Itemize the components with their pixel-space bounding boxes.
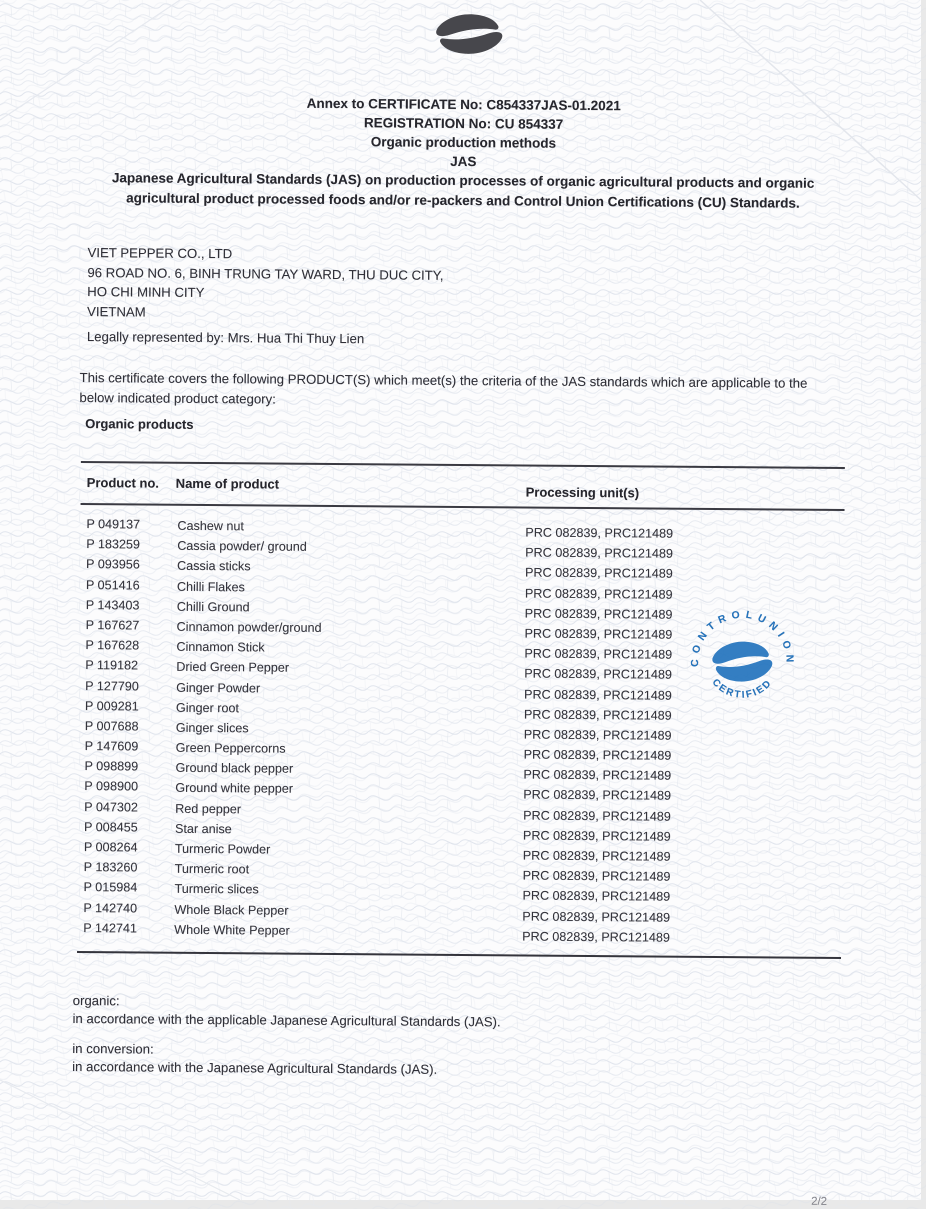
product-no-cell: P 051416 <box>85 577 140 593</box>
processing-units-cell: PRC 082839, PRC121489 <box>522 888 671 905</box>
company-address-line2: HO CHI MINH CITY <box>87 284 205 300</box>
processing-units-cell: PRC 082839, PRC121489 <box>524 606 673 622</box>
product-name-cell: Turmeric Powder <box>174 841 271 857</box>
product-no-cell: P 167628 <box>85 638 140 653</box>
product-name-cell: Ginger root <box>175 700 240 715</box>
organic-label: organic: <box>72 992 120 1009</box>
processing-units-cell: PRC 082839, PRC121489 <box>524 586 673 602</box>
processing-units-cell: PRC 082839, PRC121489 <box>523 727 672 743</box>
in-conversion-label: in conversion: <box>72 1040 154 1057</box>
company-address-line1: 96 ROAD NO. 6, BINH TRUNG TAY WARD, THU DUC CITY, <box>87 264 444 283</box>
product-no-cell: P 015984 <box>83 880 138 895</box>
product-name-cell: Red pepper <box>175 801 242 816</box>
processing-units-cell: PRC 082839, PRC121489 <box>522 868 671 884</box>
production-method: Organic production methods <box>370 134 557 151</box>
processing-units-cell: PRC 082839, PRC121489 <box>522 909 671 925</box>
registration-no: REGISTRATION No: CU 854337 <box>363 115 564 132</box>
product-name-cell: Ground white pepper <box>175 781 294 797</box>
product-no-cell: P 093956 <box>86 557 140 572</box>
in-conversion-definition: in accordance with the Japanese Agricultural Standards (JAS). <box>72 1058 438 1077</box>
product-no-cell: P 007688 <box>84 718 139 734</box>
control-union-certified-stamp <box>683 603 802 722</box>
product-no-cell: P 167627 <box>85 617 140 633</box>
processing-units-cell: PRC 082839, PRC121489 <box>525 545 673 561</box>
product-name-cell: Turmeric slices <box>174 882 259 897</box>
table-header <box>81 463 845 511</box>
product-name-cell: Cashew nut <box>177 518 244 534</box>
annex-title: Annex to CERTIFICATE No: C854337JAS-01.2021 <box>306 95 621 114</box>
product-no-cell: P 143403 <box>85 597 140 613</box>
product-name-cell: Cinnamon powder/ground <box>176 619 322 635</box>
stamp-bottom-text: CERTIFIED <box>709 676 775 701</box>
company-country: VIETNAM <box>87 303 146 320</box>
product-name-cell: Turmeric root <box>174 861 250 877</box>
processing-units-cell: PRC 082839, PRC121489 <box>523 707 672 723</box>
product-name-cell: Cassia powder/ ground <box>177 538 307 554</box>
product-name-cell: Whole Black Pepper <box>174 902 289 918</box>
stamp-top-text: CONTROLUNION <box>689 609 795 668</box>
processing-units-cell: PRC 082839, PRC121489 <box>522 828 671 844</box>
product-name-cell: Cinnamon Stick <box>176 639 265 655</box>
processing-units-cell: PRC 082839, PRC121489 <box>523 747 672 763</box>
processing-units-cell: PRC 082839, PRC121489 <box>522 929 670 945</box>
processing-units-cell: PRC 082839, PRC121489 <box>524 687 672 703</box>
processing-units-cell: PRC 082839, PRC121489 <box>524 626 673 642</box>
product-name-cell: Ground black pepper <box>175 761 294 776</box>
standards-description: Japanese Agricultural Standards (JAS) on production processes of organic agricultural products and organic agricultural product processed foods and/or re-packers and Control Union Certifications (CU) Standards. <box>111 170 815 211</box>
processing-units-cell: PRC 082839, PRC121489 <box>525 525 674 541</box>
footnotes <box>72 992 501 1078</box>
product-name-cell: Dried Green Pepper <box>176 660 290 675</box>
column-header-product-no: Product no. <box>86 475 159 491</box>
product-name-cell: Green Peppercorns <box>175 740 286 756</box>
product-no-cell: P 183260 <box>83 860 138 875</box>
company-block <box>87 243 444 349</box>
svg-text:CONTROLUNION <box>690 609 795 668</box>
company-name: VIET PEPPER CO., LTD <box>87 245 233 262</box>
processing-units-cell: PRC 082839, PRC121489 <box>524 646 673 662</box>
product-name-cell: Whole White Pepper <box>174 922 290 938</box>
product-no-cell: P 047302 <box>84 799 138 815</box>
page-number: 2/2 <box>811 1195 828 1208</box>
organic-definition: in accordance with the applicable Japanese Agricultural Standards (JAS). <box>72 1010 501 1029</box>
legal-representative: Legally represented by: Mrs. Hua Thi Thuy Lien <box>86 329 365 347</box>
product-name-cell: Chilli Flakes <box>176 579 245 594</box>
product-name-cell: Star anise <box>174 821 232 837</box>
product-name-cell: Chilli Ground <box>176 599 250 615</box>
control-union-logo-icon <box>431 5 507 64</box>
processing-units-cell: PRC 082839, PRC121489 <box>524 666 673 682</box>
product-no-cell: P 142741 <box>83 920 137 936</box>
product-category: Organic products <box>85 416 194 432</box>
processing-units-cell: PRC 082839, PRC121489 <box>523 808 671 824</box>
product-no-cell: P 183259 <box>86 537 140 552</box>
product-no-cell: P 119182 <box>85 658 139 673</box>
certificate-header <box>63 92 864 213</box>
certificate-scope-text: This certificate covers the following PRODUCT(S) which meet(s) the criteria of the JAS standards which are applicable to the below indicated product category: <box>79 370 808 407</box>
product-no-cell: P 127790 <box>85 678 139 693</box>
processing-units-cell: PRC 082839, PRC121489 <box>524 565 673 582</box>
product-no-cell: P 142740 <box>83 900 138 916</box>
product-name-cell: Ginger slices <box>175 720 249 736</box>
product-name-cell: Ginger Powder <box>176 680 261 695</box>
processing-units-cell: PRC 082839, PRC121489 <box>523 787 672 804</box>
product-no-cell: P 049137 <box>86 517 141 532</box>
processing-units-cell: PRC 082839, PRC121489 <box>523 767 672 783</box>
product-name-cell: Cassia sticks <box>177 559 251 574</box>
scheme-name: JAS <box>450 153 477 170</box>
column-header-processing-units: Processing unit(s) <box>525 484 640 501</box>
product-no-cell: P 008264 <box>83 840 138 855</box>
product-no-cell: P 008455 <box>83 819 138 835</box>
stamp-swoosh-icon <box>712 641 772 681</box>
product-no-cell: P 147609 <box>84 739 139 754</box>
table-body <box>77 505 844 957</box>
product-no-cell: P 098899 <box>84 759 139 774</box>
processing-units-cell: PRC 082839, PRC121489 <box>522 848 671 864</box>
column-header-product-name: Name of product <box>175 475 280 492</box>
product-no-cell: P 098900 <box>84 779 139 794</box>
product-no-cell: P 009281 <box>84 698 139 714</box>
